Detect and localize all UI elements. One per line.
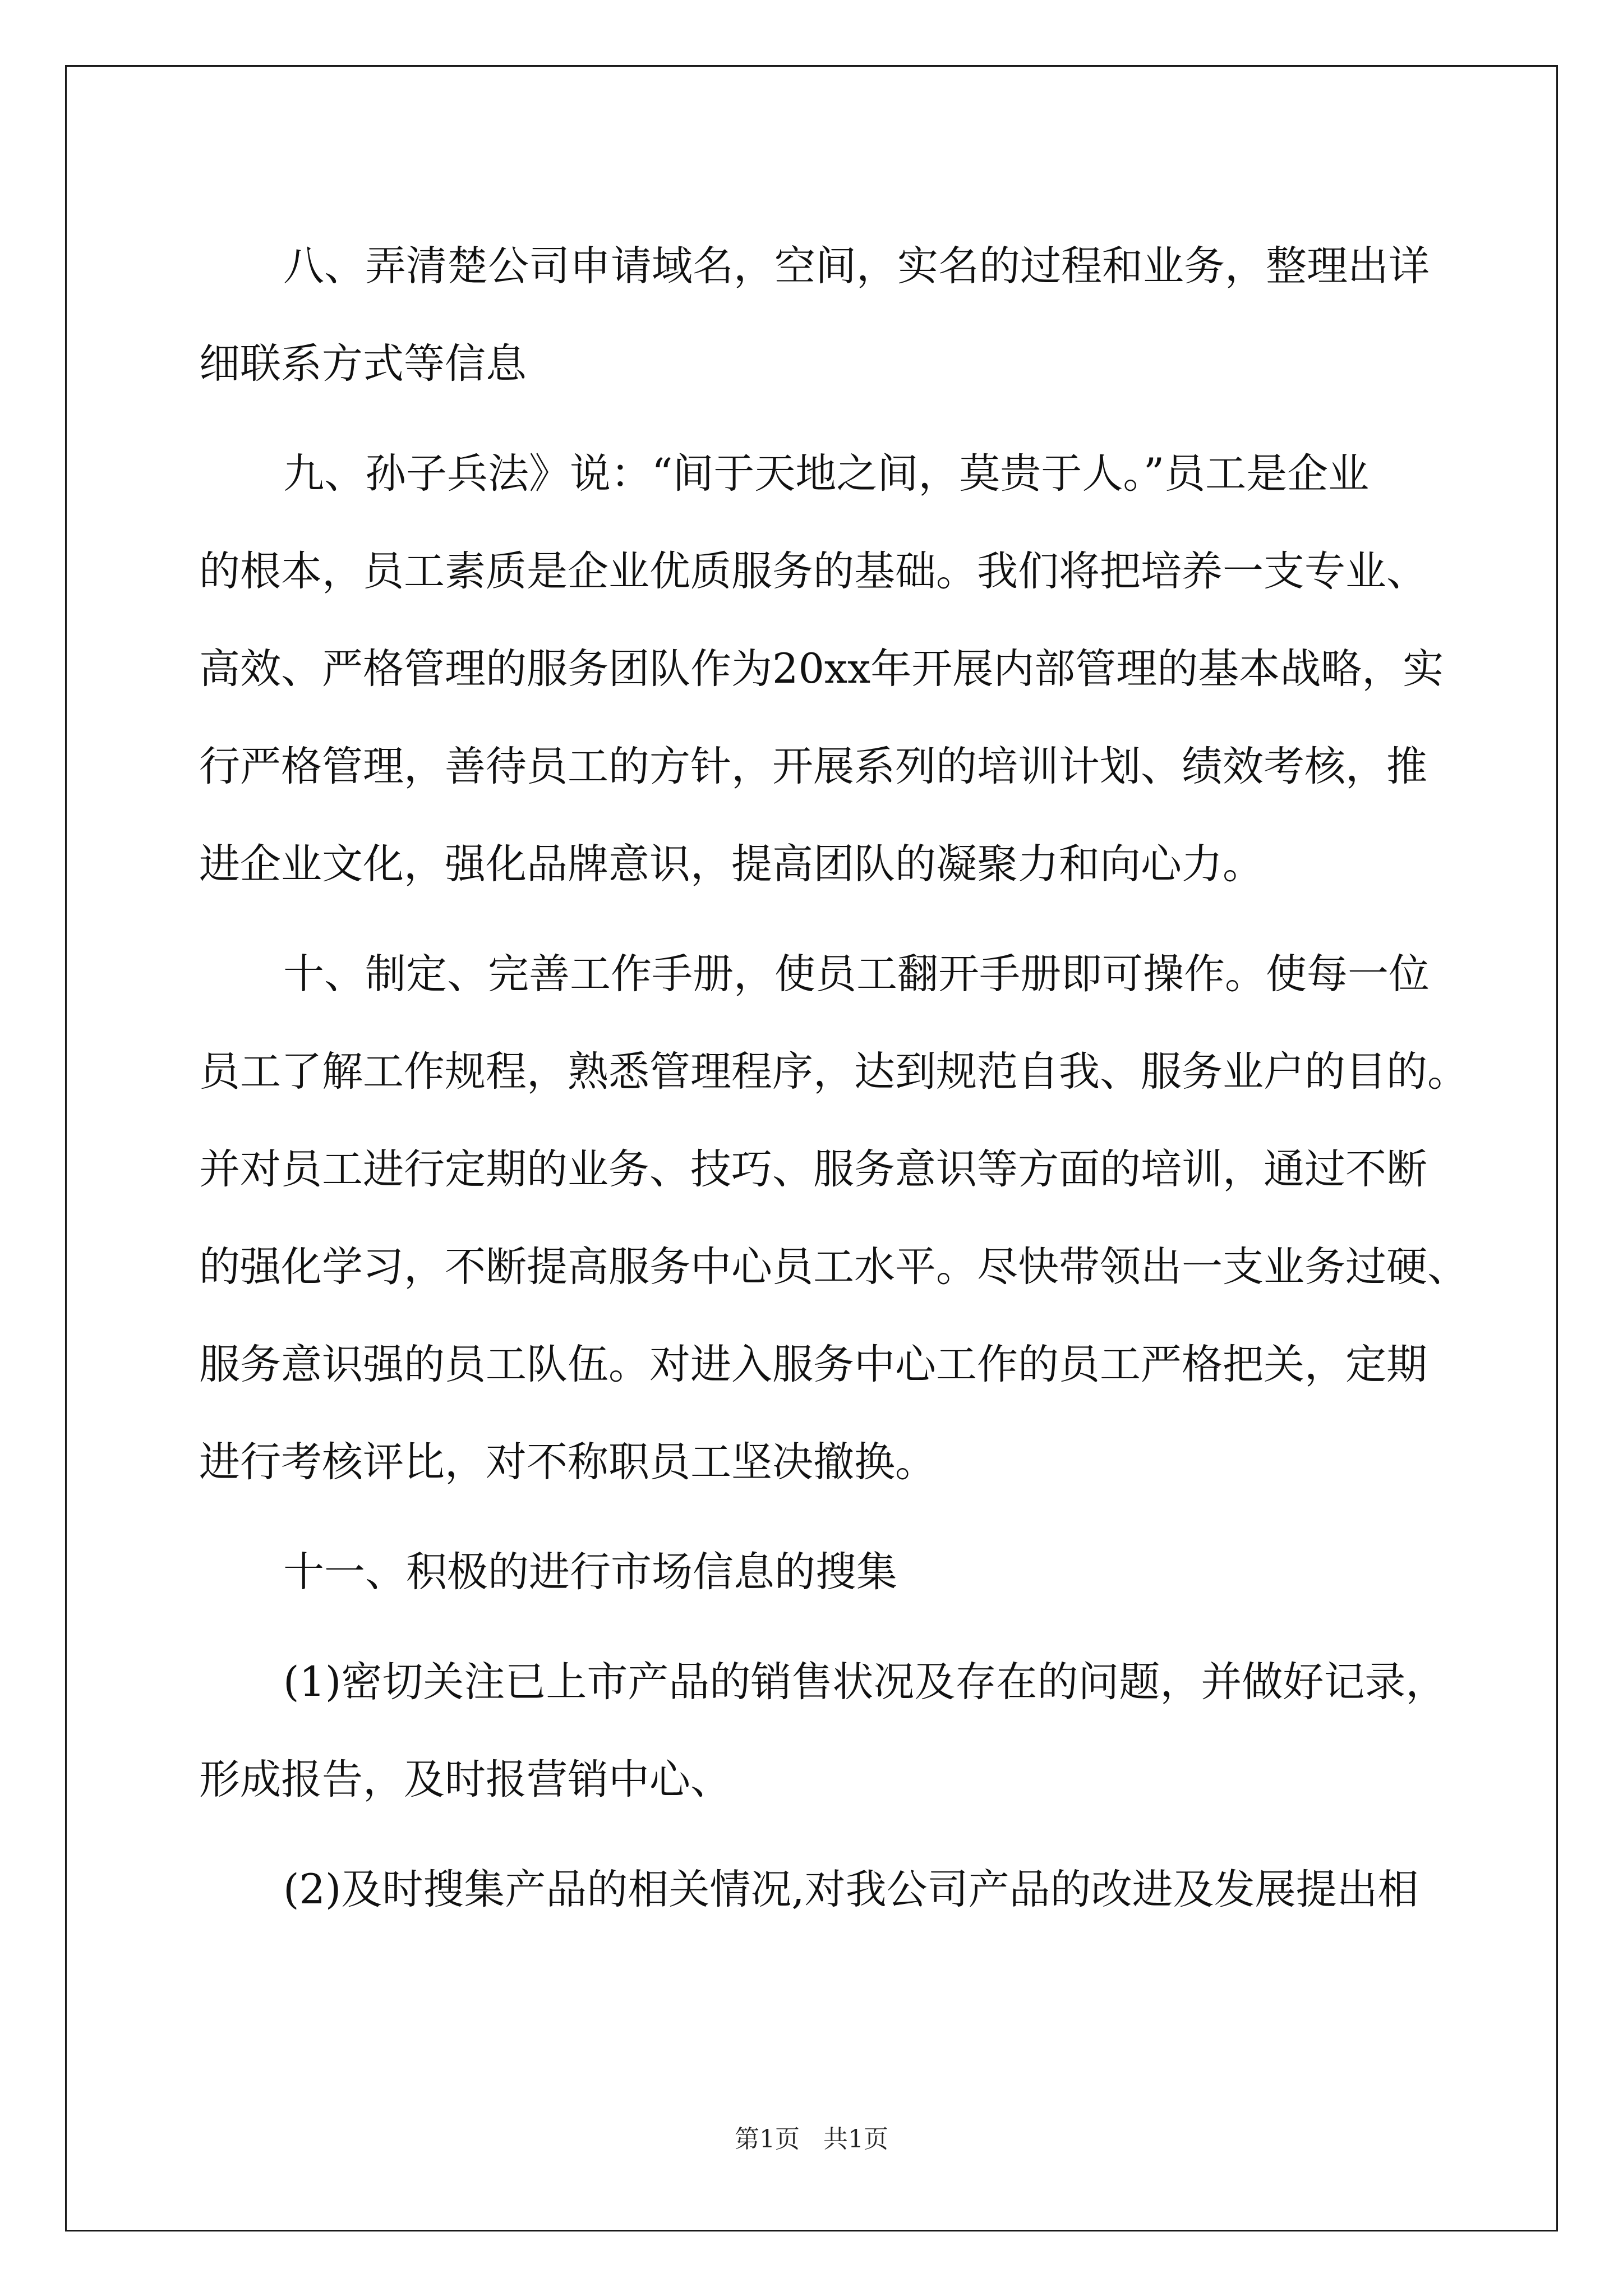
paragraph-line: 进行考核评比，对不称职员工坚决撤换。	[199, 1438, 936, 1486]
paragraph-line: 九、孙子兵法》说：“间于天地之间，莫贵于人。”员工是企业	[283, 450, 1370, 498]
paragraph-line: 十一、积极的进行市场信息的搜集	[283, 1548, 897, 1596]
document-body	[199, 218, 1468, 1939]
paragraph-line: 的根本，员工素质是企业优质服务的基础。我们将把培养一支专业、	[199, 547, 1427, 595]
paragraph-line: (1)密切关注已上市产品的销售状况及存在的问题，并做好记录，	[283, 1658, 1447, 1706]
paragraph-line: 八、弄清楚公司申请域名，空间，实名的过程和业务，整理出详	[283, 242, 1430, 290]
page-footer: 第1页 共1页	[735, 2125, 888, 2154]
paragraph-line: 形成报告，及时报营销中心、	[199, 1756, 731, 1803]
paragraph-line: 行严格管理，善待员工的方针，开展系列的培训计划、绩效考核，推	[199, 743, 1427, 790]
paragraph-8	[199, 218, 1433, 413]
paragraph-line: 员工了解工作规程，熟悉管理程序，达到规范自我、服务业户的目的。	[199, 1048, 1468, 1096]
paragraph-item-2	[199, 1841, 1433, 1939]
paragraph-line: 高效、严格管理的服务团队作为20xx年开展内部管理的基本战略，实	[199, 645, 1444, 693]
paragraph-line: 的强化学习，不断提高服务中心员工水平。尽快带领出一支业务过硬、	[199, 1243, 1468, 1291]
paragraph-10	[199, 926, 1468, 1511]
paragraph-9	[199, 425, 1444, 913]
paragraph-line: (2)及时搜集产品的相关情况,对我公司产品的改进及发展提出相	[283, 1866, 1419, 1913]
paragraph-item-1	[199, 1634, 1447, 1829]
paragraph-line: 并对员工进行定期的业务、技巧、服务意识等方面的培训，通过不断	[199, 1145, 1427, 1193]
paragraph-line: 细联系方式等信息	[199, 340, 527, 388]
paragraph-line: 十、制定、完善工作手册，使员工翻开手册即可操作。使每一位	[283, 950, 1430, 998]
paragraph-11	[199, 1524, 1433, 1621]
paragraph-line: 服务意识强的员工队伍。对进入服务中心工作的员工严格把关，定期	[199, 1341, 1427, 1388]
paragraph-line: 进企业文化，强化品牌意识，提高团队的凝聚力和向心力。	[199, 840, 1264, 888]
